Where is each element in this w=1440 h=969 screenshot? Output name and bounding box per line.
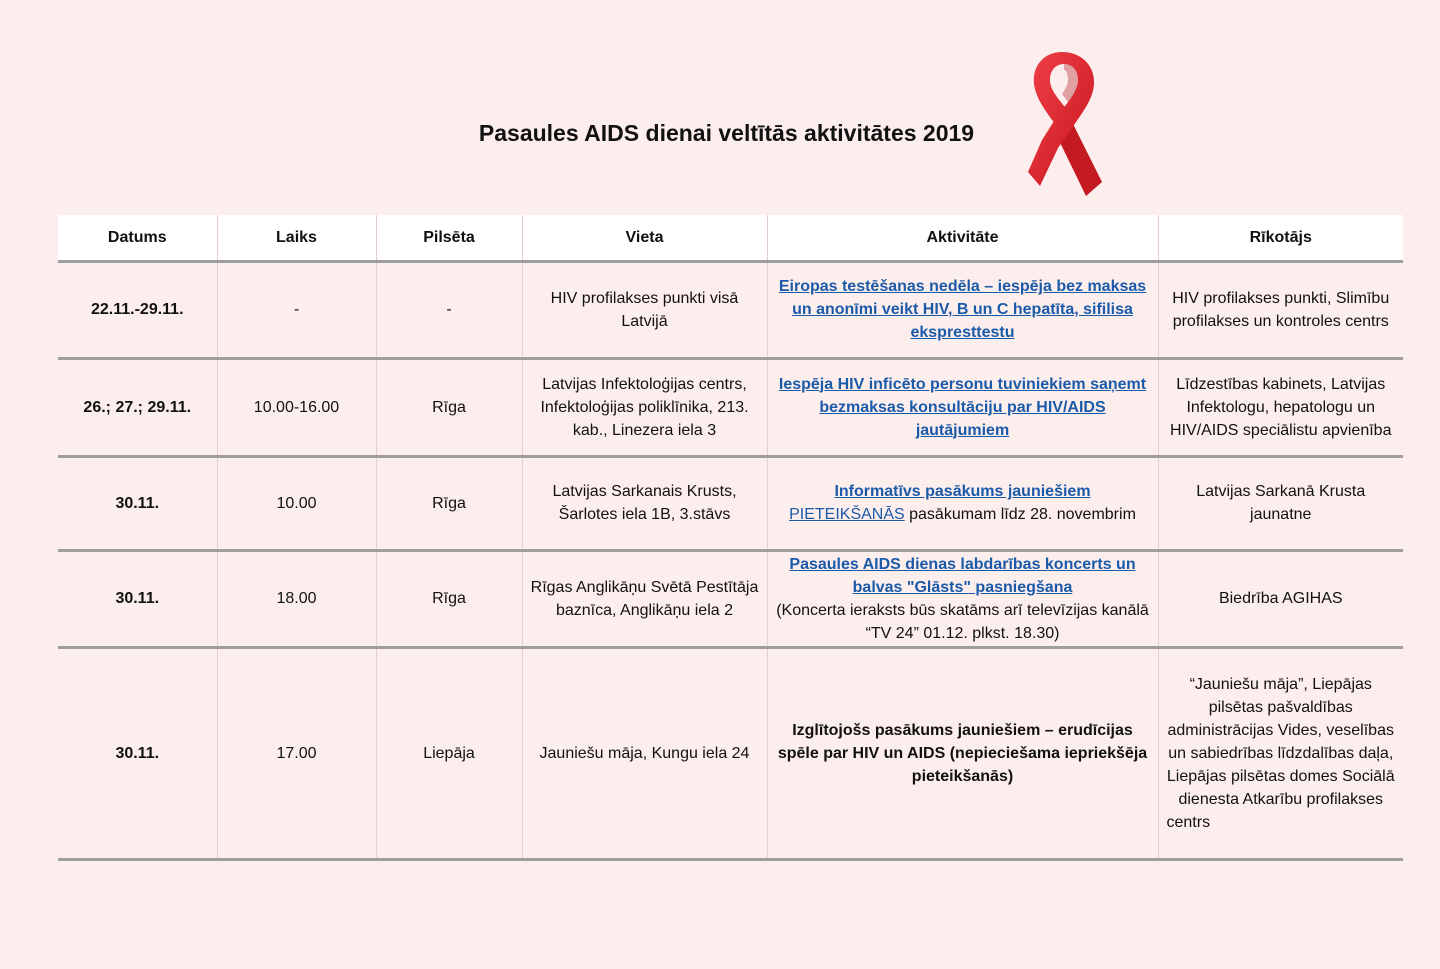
red-ribbon-icon [1022,48,1106,196]
date-cell: 30.11. [58,456,217,550]
column-header-time: Laiks [217,215,376,261]
date-cell: 26.; 27.; 29.11. [58,358,217,456]
organizer-cell: Līdzestības kabinets, Latvijas Infektologu, hepatologu un HIV/AIDS speciālistu apvienība [1170,375,1392,439]
activity-cell [767,261,1158,358]
activity-cell [767,358,1158,456]
city-cell: Rīga [376,550,522,647]
registration-link[interactable]: PIETEIKŠANĀS [789,506,905,523]
activity-cell [767,456,1158,550]
time-cell: 17.00 [217,647,376,859]
table-row [58,358,1403,456]
time-cell: 10.00 [217,456,376,550]
table-row [58,261,1403,358]
city-cell: Liepāja [376,647,522,859]
activity-note: (Koncerta ieraksts būs skatāms arī televīzijas kanālā “TV 24” 01.12. plkst. 18.30) [776,601,1149,642]
events-table [58,215,1403,861]
activity-cell [767,550,1158,647]
activity-link[interactable]: Pasaules AIDS dienas labdarības koncerts un balvas "Glāsts" pasniegšana [789,555,1136,596]
time-cell: - [217,261,376,358]
table-row [58,550,1403,647]
date-cell: 22.11.-29.11. [58,261,217,358]
time-cell: 18.00 [217,550,376,647]
city-cell: - [376,261,522,358]
place-cell: HIV profilakses punkti visā Latvijā [522,261,767,358]
time-cell: 10.00-16.00 [217,358,376,456]
organizer-cell: HIV profilakses punkti, Slimību profilakses un kontroles centrs [1172,289,1390,330]
date-cell: 30.11. [58,550,217,647]
activity-link[interactable]: Informatīvs pasākums jauniešiem [834,483,1091,500]
table-row [58,647,1403,859]
table-header-row [58,215,1403,261]
column-header-activity: Aktivitāte [767,215,1158,261]
date-cell: 30.11. [58,647,217,859]
organizer-cell: “Jauniešu māja”, Liepājas pilsētas pašvaldības administrācijas Vides, veselības un sabiedrības līdzdalības daļa, Liepājas pilsētas domes Sociālā dienesta Atkarību profilakses centrs [1166,675,1395,831]
activity-text: Izglītojošs pasākums jauniešiem – erudīcijas spēle par HIV un AIDS (nepieciešama iepriekšēja pieteikšanās) [777,721,1148,785]
place-cell: Latvijas Sarkanais Krusts, Šarlotes iela 1B, 3.stāvs [522,456,767,550]
city-cell: Rīga [376,456,522,550]
organizer-cell: Biedrība AGIHAS [1218,590,1343,607]
organizer-cell: Latvijas Sarkanā Krusta jaunatne [1196,483,1366,523]
page-title: Pasaules AIDS dienai veltītās aktivitātes 2019 [478,120,975,146]
place-cell: Rīgas Anglikāņu Svētā Pestītāja baznīca, Anglikāņu iela 2 [522,550,767,647]
column-header-date: Datums [58,215,217,261]
column-header-city: Pilsēta [376,215,522,261]
column-header-place: Vieta [522,215,767,261]
activity-link[interactable]: Iespēja HIV inficēto personu tuviniekiem saņemt bezmaksas konsultāciju par HIV/AIDS jautājumiem [778,375,1147,439]
city-cell: Rīga [376,358,522,456]
column-header-organizer: Rīkotājs [1249,228,1312,246]
place-cell: Latvijas Infektoloģijas centrs, Infektoloģijas poliklīnika, 213. kab., Linezera iela 3 [522,358,767,456]
activity-link[interactable]: Eiropas testēšanas nedēla – iespēja bez maksas un anonīmi veikt HIV, B un C hepatīta, sifilisa ekspresttestu [778,278,1147,341]
place-cell: Jauniešu māja, Kungu iela 24 [522,647,767,859]
activity-cell [767,647,1158,859]
table-row [58,456,1403,550]
activity-note: pasākumam līdz 28. novembrim [904,506,1136,523]
